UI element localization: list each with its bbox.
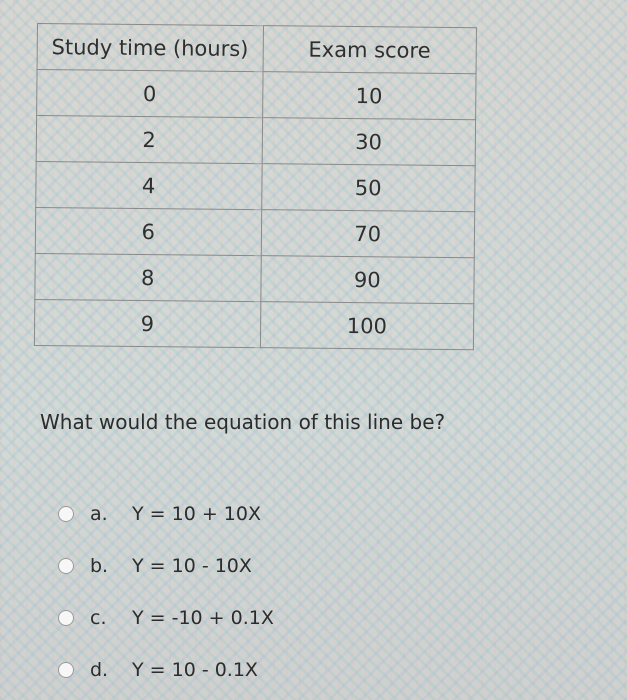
column-header-study-time: Study time (hours) [37,24,263,72]
answer-options [58,488,274,696]
table-cell-study-time: 9 [34,299,260,347]
option-text[interactable]: Y = 10 + 10X [132,503,261,525]
option-letter: d. [90,659,109,681]
table-cell-study-time: 4 [36,161,262,209]
option-text[interactable]: Y = 10 - 0.1X [132,659,258,681]
option-letter: a. [90,503,108,525]
table-cell-study-time: 2 [36,116,262,164]
table-cell-study-time: 8 [35,253,261,301]
option-letter: b. [90,555,109,577]
option-text[interactable]: Y = 10 - 10X [132,555,252,577]
table-cell-exam-score: 100 [260,302,474,350]
option-text[interactable]: Y = -10 + 0.1X [132,607,274,629]
question-text: What would the equation of this line be? [40,410,446,434]
table-row [35,207,474,257]
radio-button-icon[interactable] [58,506,74,522]
table-cell-exam-score: 10 [262,72,476,120]
table-cell-exam-score: 70 [261,210,475,258]
table-row [36,116,475,166]
table-row [34,299,473,349]
table-row [36,161,475,211]
table-header-row [37,24,476,74]
answer-option-a[interactable] [58,488,274,540]
table-cell-study-time: 6 [35,207,261,255]
table-row [35,253,474,303]
table-cell-exam-score: 30 [262,118,476,166]
answer-option-b[interactable] [58,540,274,592]
data-table [34,23,477,350]
radio-button-icon[interactable] [58,662,74,678]
option-letter: c. [90,607,107,629]
answer-option-d[interactable] [58,644,274,696]
table-cell-study-time: 0 [37,70,263,118]
radio-button-icon[interactable] [58,558,74,574]
answer-option-c[interactable] [58,592,274,644]
table-row [37,70,476,120]
table-cell-exam-score: 90 [260,256,474,304]
column-header-exam-score: Exam score [263,26,477,74]
table-cell-exam-score: 50 [261,164,475,212]
radio-button-icon[interactable] [58,610,74,626]
